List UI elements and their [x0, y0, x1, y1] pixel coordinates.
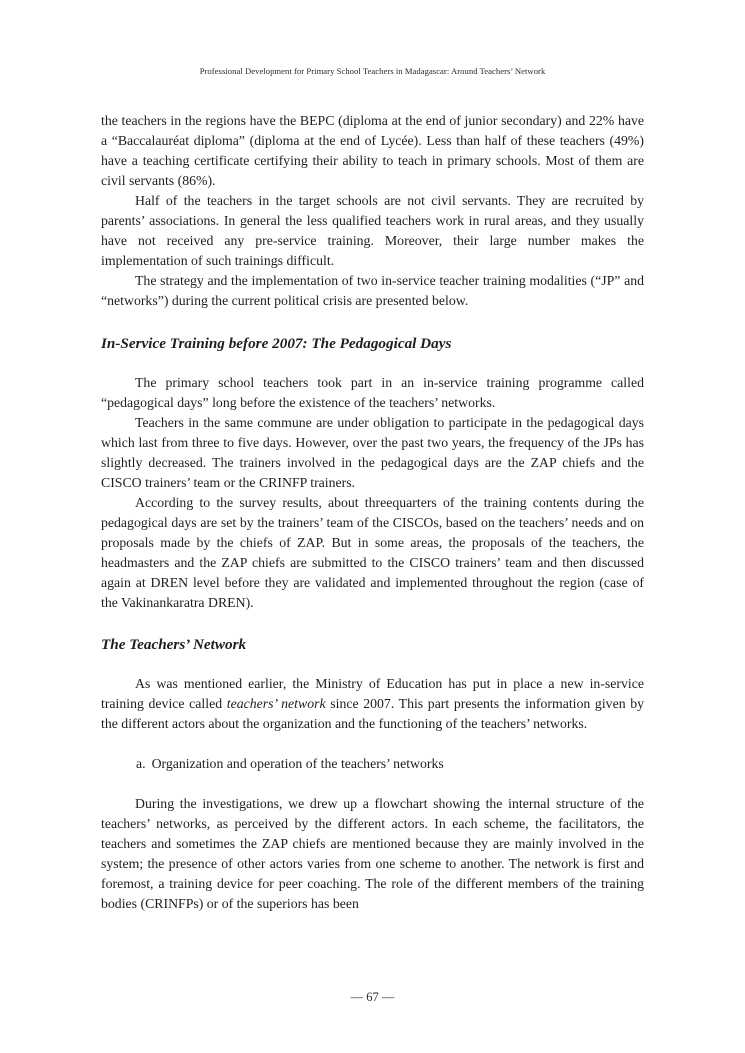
network-intro-text-end: since 2007. This part presents the information given by the different actors about the organization and the functioning of the teachers’ networks.: [101, 696, 645, 731]
paragraph-network-intro: [101, 674, 644, 734]
paragraph-strategy: The strategy and the implementation of two in-service teacher training modalities (“JP” and “networks”) during the current political crisis are presented below.: [101, 273, 644, 308]
section-heading-pedagogical-days: In-Service Training before 2007: The Pedagogical Days: [101, 335, 452, 352]
subsection-label: a.: [136, 756, 146, 771]
paragraph-civil-servants: Half of the teachers in the target schools are not civil servants. They are recruited by parents’ associations. In general the less qualified teachers work in rural areas, and they usually have not received any pre-service training. Moreover, their large number makes the implementation of such trainings difficult.: [101, 193, 644, 268]
subsection-item: [136, 754, 644, 774]
paragraph-bepc: the teachers in the regions have the BEPC (diploma at the end of junior secondary) and 22% have a “Baccalauréat diploma” (diploma at the end of Lycée). Less than half of these teachers (49%) have a teaching certificate certifying their ability to teach in primary schools. Most of them are civil servants (86%).: [101, 113, 644, 188]
subsection-title: Organization and operation of the teachers’ networks: [151, 756, 444, 771]
running-header: Professional Development for Primary School Teachers in Madagascar: Around Teachers’ Network: [199, 66, 546, 76]
page-body: [101, 111, 644, 914]
paragraph-commune-obligation: Teachers in the same commune are under obligation to participate in the pedagogical days which last from three to five days. However, over the past two years, the frequency of the JPs has slightly decreased. The trainers involved in the pedagogical days are the ZAP chiefs and the CISCO trainers’ team or the CRINFP trainers.: [101, 415, 644, 490]
paragraph-survey-results: According to the survey results, about threequarters of the training contents during the pedagogical days are set by the trainers’ team of the CISCOs, based on the teachers’ needs and on proposals made by the chiefs of ZAP. But in some areas, the proposals of the teachers, the headmasters and the ZAP chiefs are submitted to the CISCO trainers’ team and then discussed again at DREN level before they are validated and implemented throughout the region (case of the Vakinankaratra DREN).: [101, 495, 644, 610]
paragraph-pedagogical-days-intro: The primary school teachers took part in an in-service training programme called “pedagogical days” long before the existence of the teachers’ networks.: [101, 375, 644, 410]
section-heading-teachers-network: The Teachers’ Network: [101, 636, 247, 653]
page-number: — 67 —: [350, 990, 395, 1004]
network-intro-text-start: As was mentioned earlier, the Ministry of Education has put in place a new in-service training device called: [101, 676, 644, 711]
paragraph-flowchart: During the investigations, we drew up a flowchart showing the internal structure of the teachers’ networks, as perceived by the different actors. In each scheme, the facilitators, the teachers and sometimes the ZAP chiefs are mentioned because they are mainly involved in the system; the presence of other actors varies from one scheme to another. The network is first and foremost, a training device for peer coaching. The role of the different members of the training bodies (CRINFPs) or of the superiors has been: [101, 796, 644, 911]
network-term: teachers’ network: [226, 696, 326, 711]
